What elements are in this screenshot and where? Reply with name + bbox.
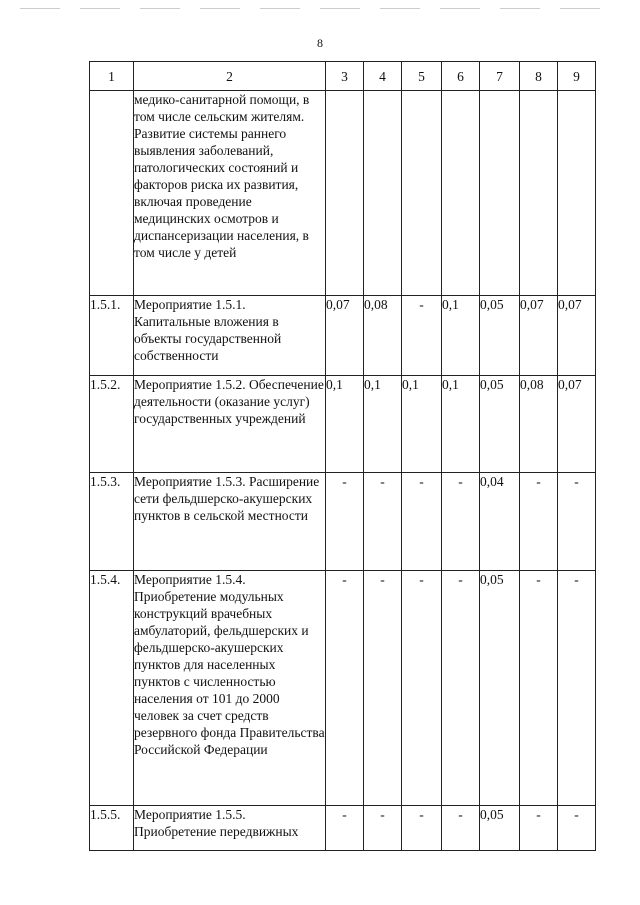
value-cell: - — [364, 806, 402, 851]
value-cell: 0,07 — [558, 296, 596, 376]
value-cell: 0,07 — [326, 296, 364, 376]
value-cell — [442, 91, 480, 296]
value-cell: 0,07 — [558, 376, 596, 473]
table-row — [90, 571, 596, 806]
value-cell — [364, 91, 402, 296]
value-cell: - — [326, 571, 364, 806]
table-row — [90, 296, 596, 376]
value-cell: - — [558, 473, 596, 571]
row-description: медико-санитарной помощи, в том числе сельским жителям. Развитие системы раннего выявления заболеваний, патологических состояний и факторов риска их развития, включая проведение медицинских осмотров и диспансеризации населения, в том числе у детей — [134, 91, 326, 296]
header-cell: 4 — [364, 62, 402, 91]
value-cell: - — [326, 473, 364, 571]
value-cell: - — [402, 473, 442, 571]
row-description: Мероприятие 1.5.5. Приобретение передвижных — [134, 806, 326, 851]
table-row — [90, 806, 596, 851]
header-cell: 8 — [520, 62, 558, 91]
value-cell: - — [364, 571, 402, 806]
value-cell — [520, 91, 558, 296]
value-cell: 0,05 — [480, 376, 520, 473]
value-cell — [402, 91, 442, 296]
table-row — [90, 91, 596, 296]
value-cell: - — [558, 571, 596, 806]
row-number: 1.5.2. — [90, 376, 134, 473]
row-description: Мероприятие 1.5.2. Обеспечение деятельности (оказание услуг) государственных учреждений — [134, 376, 326, 473]
value-cell: 0,08 — [520, 376, 558, 473]
table-row — [90, 376, 596, 473]
scan-edge — [20, 8, 620, 9]
table-header-row — [90, 62, 596, 91]
header-cell: 6 — [442, 62, 480, 91]
value-cell: 0,1 — [326, 376, 364, 473]
row-number — [90, 91, 134, 296]
value-cell: 0,05 — [480, 571, 520, 806]
value-cell: 0,08 — [364, 296, 402, 376]
value-cell: 0,1 — [364, 376, 402, 473]
value-cell: 0,1 — [442, 296, 480, 376]
header-cell: 5 — [402, 62, 442, 91]
value-cell: 0,05 — [480, 806, 520, 851]
row-description: Мероприятие 1.5.1. Капитальные вложения в объекты государственной собственности — [134, 296, 326, 376]
value-cell: 0,04 — [480, 473, 520, 571]
value-cell — [558, 91, 596, 296]
value-cell: 0,1 — [442, 376, 480, 473]
page-number: 8 — [317, 36, 323, 50]
value-cell: - — [442, 571, 480, 806]
value-cell: 0,1 — [402, 376, 442, 473]
value-cell: - — [520, 571, 558, 806]
row-number: 1.5.4. — [90, 571, 134, 806]
value-cell — [480, 91, 520, 296]
row-number: 1.5.3. — [90, 473, 134, 571]
value-cell: - — [402, 296, 442, 376]
value-cell: - — [442, 806, 480, 851]
row-number: 1.5.5. — [90, 806, 134, 851]
data-table — [89, 61, 596, 851]
header-cell: 9 — [558, 62, 596, 91]
value-cell: - — [326, 806, 364, 851]
table-row — [90, 473, 596, 571]
row-description: Мероприятие 1.5.4. Приобретение модульных конструкций врачебных амбулаторий, фельдшерских и фельдшерско-акушерских пунктов для населенных пунктов с численностью населения от 101 до 2000 человек за счет средств резервного фонда Правительства Российской Федерации — [134, 571, 326, 806]
header-cell: 2 — [134, 62, 326, 91]
header-cell: 7 — [480, 62, 520, 91]
row-number: 1.5.1. — [90, 296, 134, 376]
row-description: Мероприятие 1.5.3. Расширение сети фельдшерско-акушерских пунктов в сельской местности — [134, 473, 326, 571]
value-cell: - — [558, 806, 596, 851]
value-cell — [326, 91, 364, 296]
value-cell: 0,07 — [520, 296, 558, 376]
value-cell: - — [402, 806, 442, 851]
header-cell: 3 — [326, 62, 364, 91]
header-cell: 1 — [90, 62, 134, 91]
value-cell: 0,05 — [480, 296, 520, 376]
value-cell: - — [520, 473, 558, 571]
value-cell: - — [364, 473, 402, 571]
value-cell: - — [520, 806, 558, 851]
value-cell: - — [402, 571, 442, 806]
value-cell: - — [442, 473, 480, 571]
